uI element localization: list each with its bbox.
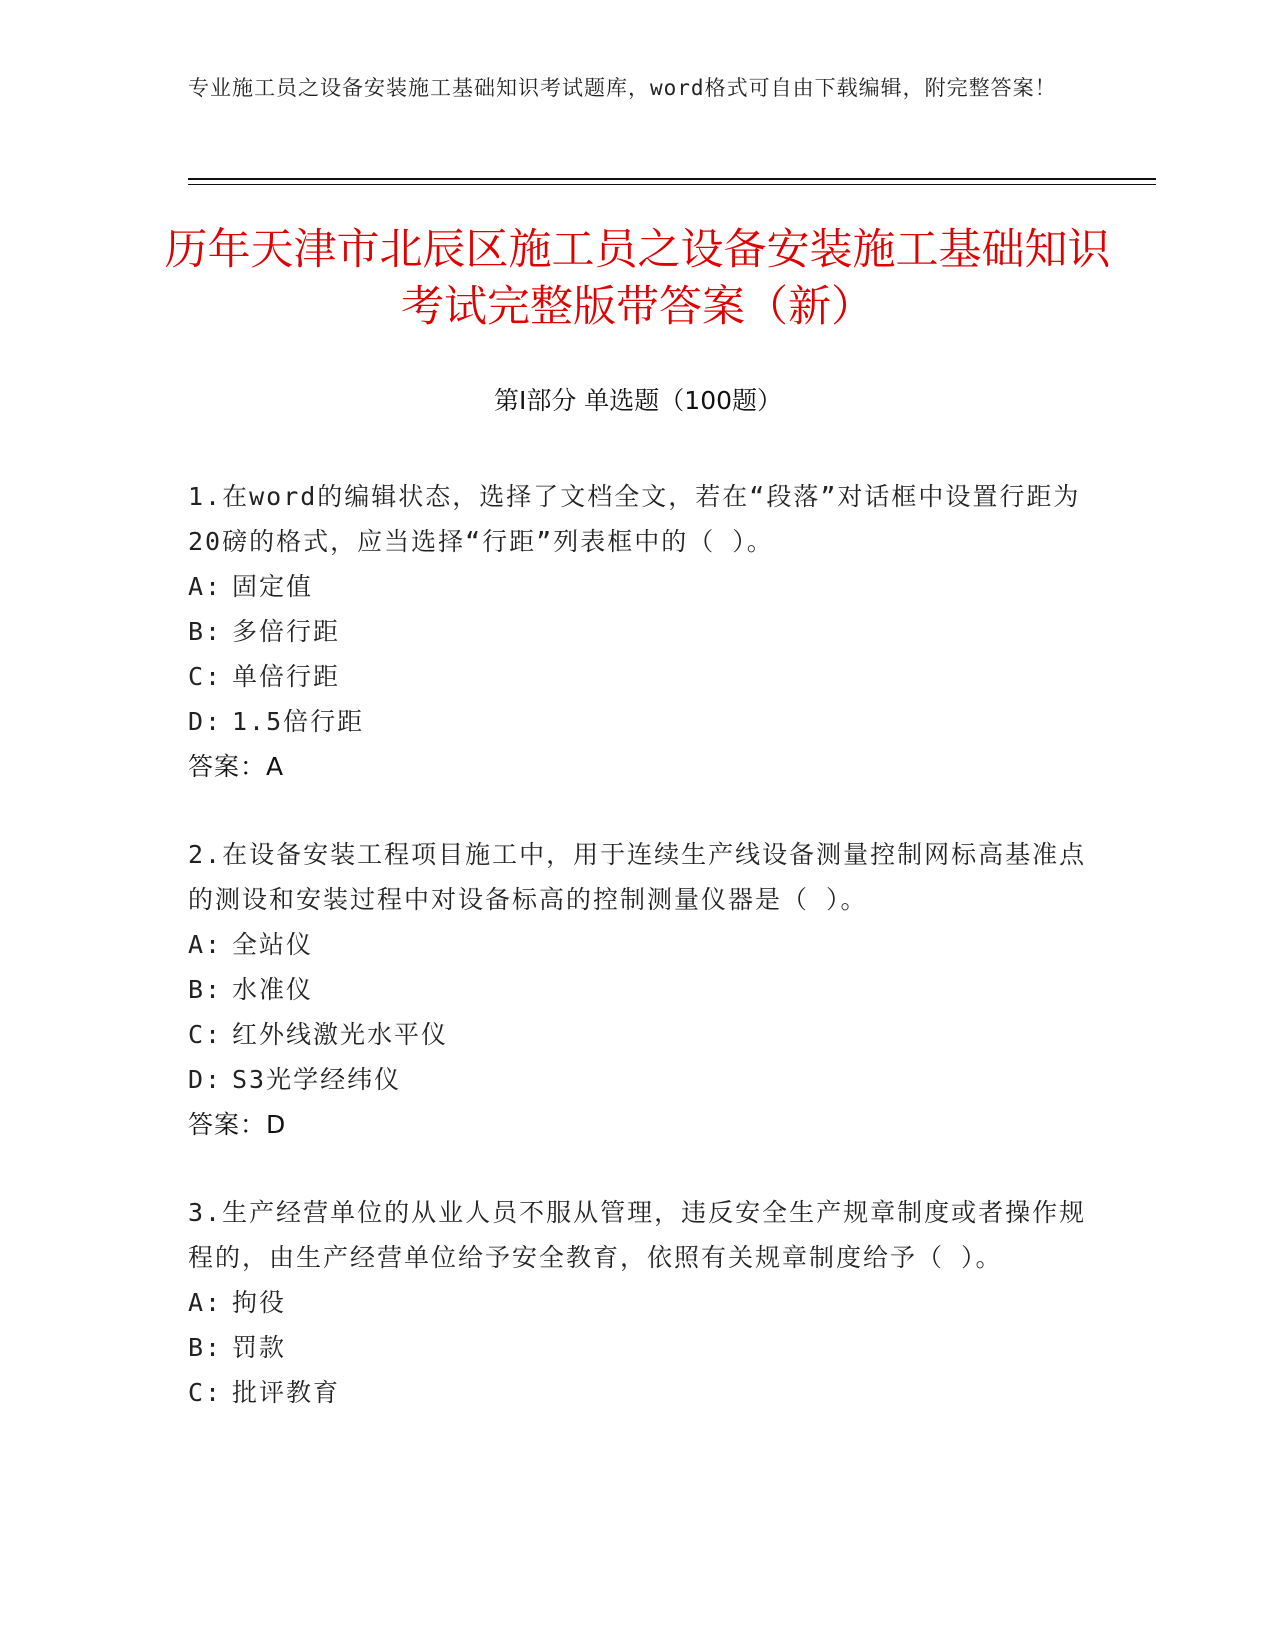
option-b (188, 967, 1088, 1012)
option-text: 1.5倍行距 (232, 707, 365, 736)
option-text: 多倍行距 (232, 617, 341, 646)
option-text: 罚款 (232, 1333, 287, 1362)
question-stem: 1.在word的编辑状态，选择了文档全文，若在“段落”对话框中设置行距为20磅的格式，应当选择“行距”列表框中的（ ）。 (188, 482, 1081, 556)
option-text: 水准仪 (232, 975, 314, 1004)
section-title: 第Ⅰ部分 单选题（100题） (493, 386, 783, 415)
option-d (188, 1057, 1088, 1102)
option-key: A: (188, 572, 223, 601)
option-key: B: (188, 617, 223, 646)
answer-label: 答案：D (188, 1110, 287, 1139)
option-b (188, 1325, 1088, 1370)
option-key: C: (188, 1020, 223, 1049)
option-c (188, 1370, 1088, 1415)
option-c (188, 654, 1088, 699)
option-key: B: (188, 1333, 223, 1362)
option-a (188, 1280, 1088, 1325)
option-key: C: (188, 1378, 223, 1407)
question-1 (188, 474, 1088, 789)
option-key: D: (188, 707, 223, 736)
header-rule-thin (188, 184, 1156, 185)
option-text: 拘役 (232, 1288, 287, 1317)
option-b (188, 609, 1088, 654)
option-a (188, 922, 1088, 967)
question-2 (188, 832, 1088, 1147)
question-stem: 2.在设备安装工程项目施工中，用于连续生产线设备测量控制网标高基准点的测设和安装过程中对设备标高的控制测量仪器是（ ）。 (188, 840, 1087, 914)
question-3 (188, 1190, 1088, 1415)
option-key: C: (188, 662, 223, 691)
option-text: 固定值 (232, 572, 314, 601)
option-text: S3光学经纬仪 (232, 1065, 402, 1094)
header-note: 专业施工员之设备安装施工基础知识考试题库，word格式可自由下载编辑，附完整答案！ (188, 76, 1057, 100)
option-text: 批评教育 (232, 1378, 341, 1407)
option-text: 单倍行距 (232, 662, 341, 691)
option-text: 全站仪 (232, 930, 314, 959)
option-key: A: (188, 930, 223, 959)
question-list (188, 474, 1088, 1458)
option-c (188, 1012, 1088, 1057)
option-key: A: (188, 1288, 223, 1317)
option-a (188, 564, 1088, 609)
option-text: 红外线激光水平仪 (232, 1020, 449, 1049)
option-d (188, 699, 1088, 744)
option-key: D: (188, 1065, 223, 1094)
document-title: 历年天津市北辰区施工员之设备安装施工基础知识考试完整版带答案（新） (164, 225, 1111, 332)
answer-label: 答案：A (188, 752, 285, 781)
option-key: B: (188, 975, 223, 1004)
header-rule-thick (188, 178, 1156, 180)
question-stem: 3.生产经营单位的从业人员不服从管理，违反安全生产规章制度或者操作规程的，由生产经营单位给予安全教育，依照有关规章制度给予（ ）。 (188, 1198, 1087, 1272)
